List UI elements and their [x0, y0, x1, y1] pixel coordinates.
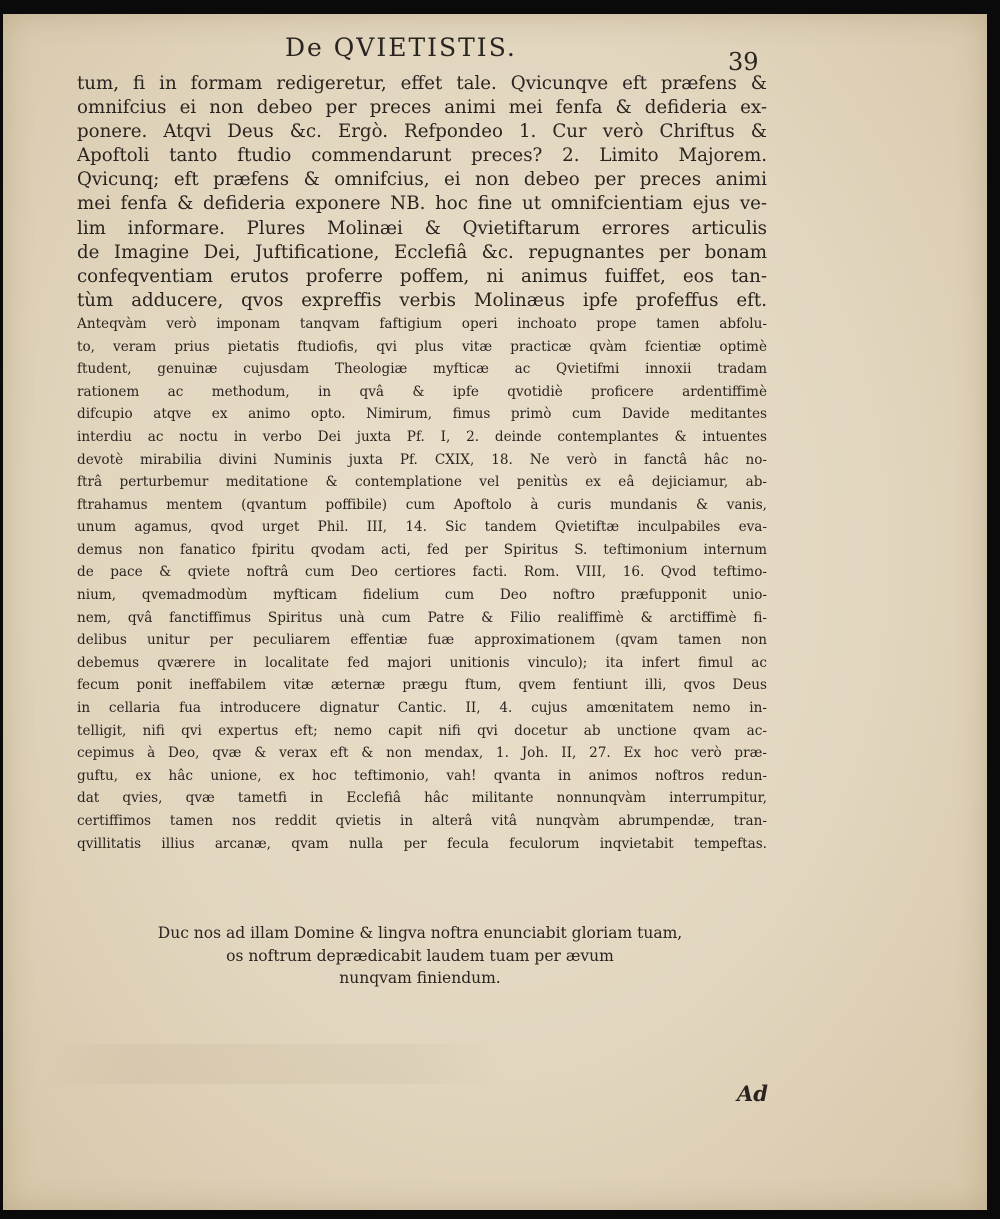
small-body-line: ftudent, genuinæ cujusdam Theologiæ myfticæ ac Qvietifmi innoxii tradam [77, 361, 767, 378]
small-body-line: difcupio atqve ex animo opto. Nimirum, fimus primò cum Davide meditantes [77, 406, 767, 423]
running-head: De QVIETISTIS. [285, 33, 517, 62]
small-body-line: nem, qvâ fanctiffimus Spiritus unà cum Patre & Filio realiffimè & arctiffimè fi- [77, 609, 767, 626]
small-body-line: in cellaria fua introducere dignatur Cantic. II, 4. cujus amœnitatem nemo in- [77, 700, 767, 717]
body-line: tùm adducere, qvos expreffis verbis Molinæus ipfe profeffus eft. [77, 289, 767, 311]
closing-line: Duc nos ad illam Domine & lingva noftra enunciabit gloriam tuam, [157, 924, 683, 942]
small-body-line: debemus qværere in localitate fed majori unitionis vinculo); ita infert fimul ac [77, 654, 767, 671]
small-body-line: demus non fanatico fpiritu qvodam acti, fed per Spiritus S. teftimonium internum [77, 541, 767, 558]
page-number: 39 [728, 48, 759, 76]
small-body-line: qvillitatis illius arcanæ, qvam nulla per fecula feculorum inqvietabit tempeftas. [77, 835, 767, 852]
small-body-line: ftrâ perturbemur meditatione & contemplatione vel penitùs ex eâ dejiciamur, ab- [77, 474, 767, 491]
small-body-line: interdiu ac noctu in verbo Dei juxta Pf. I, 2. deinde contemplantes & intuentes [77, 428, 767, 445]
small-body-line: unum agamus, qvod urget Phil. III, 14. Sic tandem Qvietiftæ inculpabiles eva- [77, 519, 767, 536]
small-body-line: Anteqvàm verò imponam tanqvam faftigium operi inchoato prope tamen abfolu- [77, 315, 767, 332]
body-line: Apoftoli tanto ftudio commendarunt preces? 2. Limito Majorem. [77, 145, 767, 167]
closing-prayer [60, 922, 780, 990]
body-line: lim informare. Plures Molinæi & Qvietiftarum errores articulis [77, 217, 767, 239]
small-body-line: de pace & qviete noftrâ cum Deo certiores facti. Rom. VIII, 16. Qvod teftimo- [77, 564, 767, 581]
closing-line: nunqvam finiendum. [339, 969, 501, 987]
small-body-line: fecum ponit ineffabilem vitæ æternæ prægu ftum, qvem fentiunt illi, qvos Deus [77, 677, 767, 694]
small-body-line: nium, qvemadmodùm myfticam fidelium cum Deo noftro præfupponit unio- [77, 587, 767, 604]
catchword: Ad [737, 1081, 768, 1106]
small-body-line: devotè mirabilia divini Numinis juxta Pf. CXIX, 18. Ne verò in fanctâ hâc no- [77, 451, 767, 468]
body-line: ponere. Atqvi Deus &c. Ergò. Refpondeo 1. Cur verò Chriftus & [77, 121, 767, 143]
body-line: tum, fi in formam redigeretur, effet tale. Qvicunqve eft præfens & [77, 73, 767, 94]
body-line: confeqventiam erutos proferre poffem, ni animus fuiffet, eos tan- [77, 265, 767, 287]
main-text-block [77, 72, 767, 855]
small-body-line: ftrahamus mentem (qvantum poffibile) cum Apoftolo à curis mundanis & vanis, [77, 496, 767, 513]
small-body-line: cepimus à Deo, qvæ & verax eft & non mendax, 1. Joh. II, 27. Ex hoc verò præ- [77, 745, 767, 762]
body-line: de Imagine Dei, Juftificatione, Ecclefiâ &c. repugnantes per bonam [77, 241, 767, 263]
small-body-line: delibus unitur per peculiarem effentiæ fuæ approximationem (qvam tamen non [77, 632, 767, 649]
closing-line: os noftrum deprædicabit laudem tuam per ævum [226, 946, 614, 965]
small-body-line: guftu, ex hâc unione, ex hoc teftimonio, vah! qvanta in animos noftros redun- [77, 767, 767, 784]
small-body-line: dat qvies, qvæ tametfi in Ecclefiâ hâc militante nonnunqvàm interrumpitur, [77, 790, 767, 807]
small-body-line: certiffimos tamen nos reddit qvietis in alterâ vitâ nunqvàm abrumpendæ, tran- [77, 813, 767, 829]
small-body-line: to, veram prius pietatis ftudiofis, qvi plus vitæ practicæ qvàm fcientiæ optimè [77, 338, 767, 355]
ink-bleed-through [43, 1044, 503, 1084]
body-line: Qvicunq; eft præfens & omnifcius, ei non debeo per preces animi [77, 169, 767, 191]
body-line: omnifcius ei non debeo per preces animi mei fenfa & defideria ex- [77, 97, 767, 119]
small-body-line: telligit, nifi qvi expertus eft; nemo capit nifi qvi docetur ab unctione qvam ac- [77, 722, 767, 739]
body-line: mei fenfa & defideria exponere NB. hoc fine ut omnifcientiam ejus ve- [77, 193, 767, 215]
small-body-line: rationem ac methodum, in qvâ & ipfe qvotidiè proficere ardentiffimè [77, 383, 767, 400]
